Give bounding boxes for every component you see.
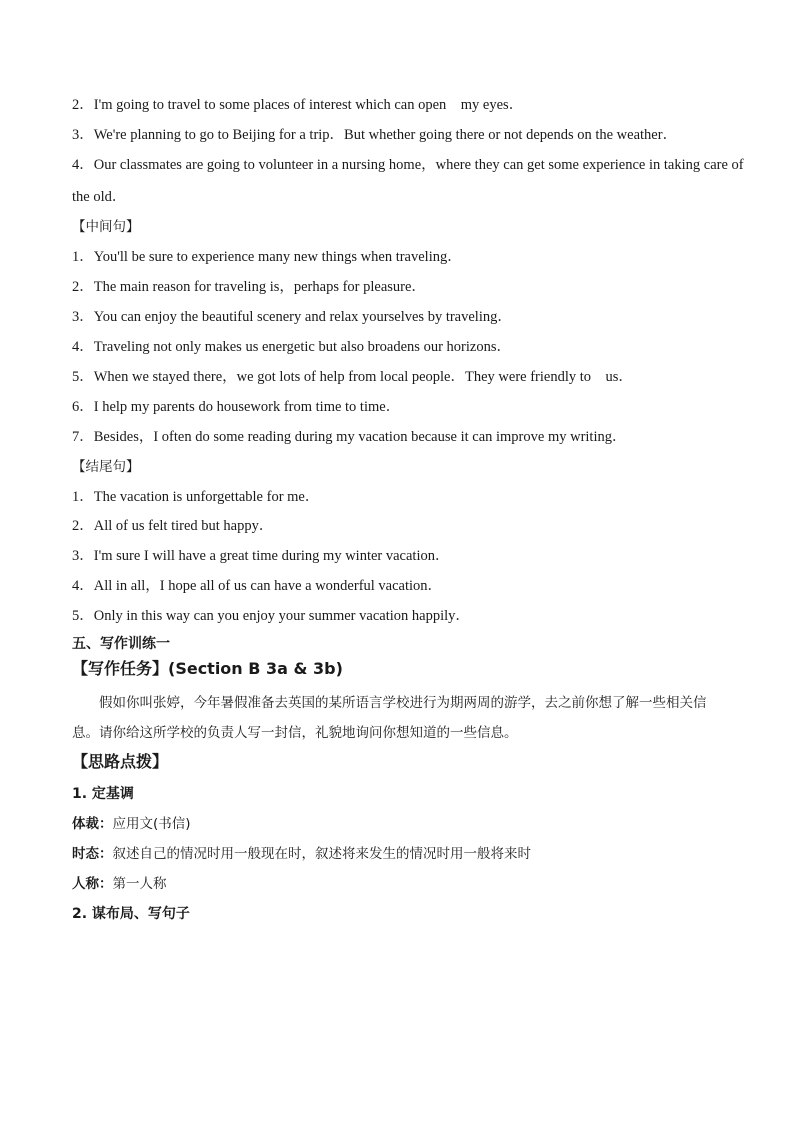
genre-label: 体裁： xyxy=(72,816,113,832)
middle-sentence-6: 6．I help my parents do housework from time to time． xyxy=(72,399,401,415)
middle-sentence-5: 5．When we stayed there，we got lots of help from local people．They were friendly to us． xyxy=(72,369,633,385)
middle-sentence-3: 3．You can enjoy the beautiful scenery and relax yourselves by traveling． xyxy=(72,309,512,325)
person-value: 第一人称 xyxy=(112,876,167,892)
ending-sentence-1: 1．The vacation is unforgettable for me． xyxy=(72,489,320,505)
tips-heading: 【思路点拨】 xyxy=(72,752,169,771)
ending-sentences-heading: 【结尾句】 xyxy=(72,459,140,475)
genre-line xyxy=(72,814,191,834)
step-2-title: 2. 谋布局、写句子 xyxy=(72,906,190,922)
genre-value: 应用文(书信) xyxy=(112,816,191,832)
opening-sentence-4: 4．Our classmates are going to volunteer in a nursing home，where they can get some experience in taking care of xyxy=(72,157,744,173)
opening-sentence-3: 3．We're planning to go to Beijing for a trip．But whether going there or not depends on the weather． xyxy=(72,127,678,143)
ending-sentence-3: 3．I'm sure I will have a great time during my winter vacation． xyxy=(72,548,450,564)
ending-sentence-2: 2．All of us felt tired but happy． xyxy=(72,518,274,534)
opening-sentence-4-cont: the old． xyxy=(72,189,127,205)
tense-line xyxy=(72,844,531,864)
middle-sentence-4: 4．Traveling not only makes us energetic but also broadens our horizons． xyxy=(72,339,511,355)
writing-task-heading: 【写作任务】(Section B 3a & 3b) xyxy=(72,659,343,678)
ending-sentence-5: 5．Only in this way can you enjoy your summer vacation happily． xyxy=(72,608,470,624)
ending-sentence-4: 4．All in all，I hope all of us can have a wonderful vacation． xyxy=(72,578,443,594)
section-five-title: 五、写作训练一 xyxy=(72,636,170,652)
person-line xyxy=(72,874,167,894)
middle-sentence-1: 1．You'll be sure to experience many new things when traveling． xyxy=(72,249,462,265)
middle-sentence-2: 2．The main reason for traveling is，perhaps for pleasure． xyxy=(72,279,426,295)
middle-sentence-7: 7．Besides，I often do some reading during my vacation because it can improve my writing． xyxy=(72,429,627,445)
middle-sentences-heading: 【中间句】 xyxy=(72,219,140,235)
tense-value: 叙述自己的情况时用一般现在时，叙述将来发生的情况时用一般将来时 xyxy=(112,846,531,862)
opening-sentence-2: 2．I'm going to travel to some places of interest which can open my eyes． xyxy=(72,97,524,113)
tense-label: 时态： xyxy=(72,846,113,862)
writing-task-text: 假如你叫张婷，今年暑假准备去英国的某所语言学校进行为期两周的游学，去之前你想了解一些相关信息。请你给这所学校的负责人写一封信，礼貌地询问你想知道的一些信息。 xyxy=(72,695,707,741)
person-label: 人称： xyxy=(72,876,113,892)
step-1-title: 1. 定基调 xyxy=(72,786,134,802)
